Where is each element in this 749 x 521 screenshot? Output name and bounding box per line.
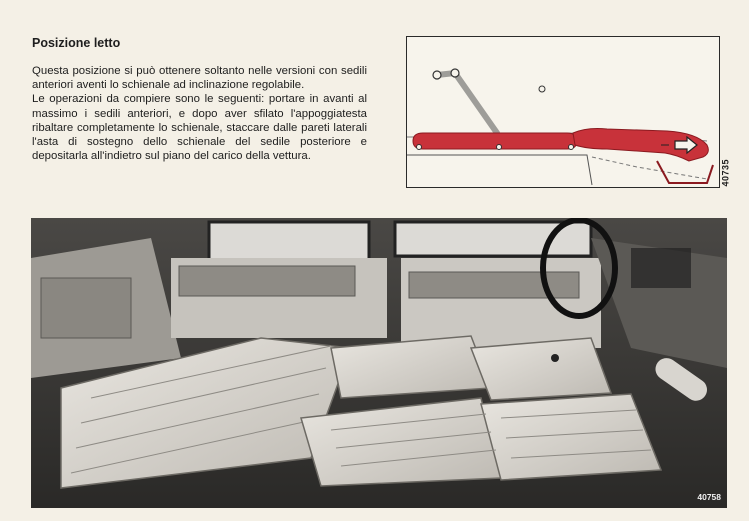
- section-heading: Posizione letto: [32, 36, 121, 50]
- photo-reference-code: 40758: [697, 492, 721, 502]
- seat-diagram: [406, 36, 731, 188]
- diagram-reference-code: 40735: [721, 159, 731, 187]
- interior-photo-drawing: [31, 218, 727, 508]
- instruction-text: [32, 64, 367, 163]
- paragraph-2: Le operazioni da compiere sono le seguenti: portare in avanti al massimo i sedili anteriori, e dopo aver sfilato l'appoggiatesta ribaltare completamente lo schienale, staccare dalle pareti laterali l'asta di sostegno dello schienale del sedile posteriore e depositarla all'indietro sul piano del carico della vettura.: [32, 93, 367, 163]
- seat-diagram-drawing: [407, 37, 721, 189]
- interior-photo: [31, 218, 727, 508]
- paragraph-1: Questa posizione si può ottenere soltanto nelle versioni con sedili anteriori aventi lo schienale ad inclinazione regolabile.: [32, 65, 367, 92]
